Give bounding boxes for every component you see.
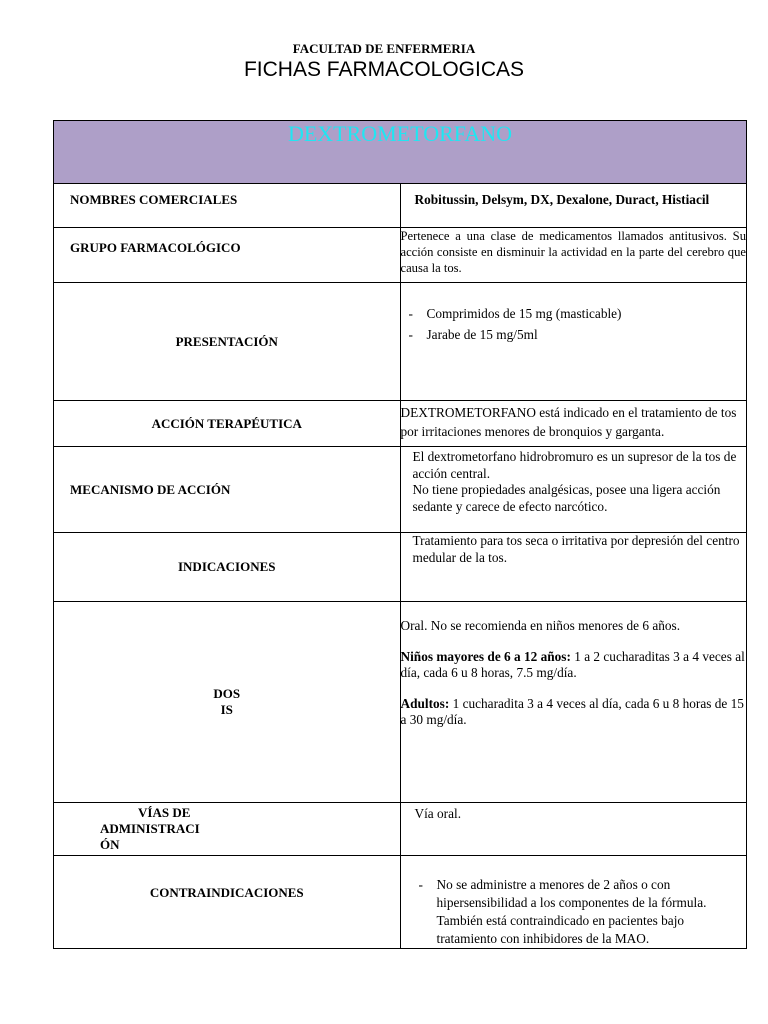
row-mecanismo-accion <box>54 447 747 533</box>
label-nombres-comerciales: NOMBRES COMERCIALES <box>54 184 401 228</box>
dosis-adultos-text: 1 cucharadita 3 a 4 veces al día, cada 6 u 8 horas de 15 a 30 mg/día. <box>400 695 744 727</box>
dosis-ninos-text: 1 a 2 cucharaditas 3 a 4 veces al día, cada 6 u 8 horas, 7.5 mg/día. <box>400 648 745 680</box>
row-dosis <box>54 602 747 803</box>
label-vias-line-1: VÍAS DE <box>138 805 191 820</box>
list-item: - No se administre a menores de 2 años o con hipersensibilidad a los componentes de la fórmula. También está contraindicado en pacientes bajo tratamiento con inhibidores de la MAO. <box>411 876 747 948</box>
list-item: - Jarabe de 15 mg/5ml <box>401 324 747 345</box>
value-grupo-farmacologico: Pertenece a una clase de medicamentos llamados antitusivos. Su acción consiste en disminuir la actividad en la parte del cerebro que causa la tos. <box>400 228 747 283</box>
label-dosis-line-1: DOS <box>213 686 241 701</box>
dosis-ninos <box>401 649 747 682</box>
value-vias-administracion: Vía oral. <box>400 803 747 856</box>
label-vias-administracion <box>54 803 401 856</box>
value-accion-terapeutica: DEXTROMETORFANO está indicado en el tratamiento de tos por irritaciones menores de bronquios y garganta. <box>400 401 747 447</box>
row-indicaciones <box>54 533 747 602</box>
row-nombres-comerciales <box>54 184 747 228</box>
dosis-adultos <box>401 696 747 729</box>
value-mecanismo-accion <box>400 447 747 533</box>
label-presentacion: PRESENTACIÓN <box>54 283 401 401</box>
presentation-list <box>401 303 747 345</box>
dosis-adultos-label: Adultos: <box>400 695 450 711</box>
dosis-ninos-label: Niños mayores de 6 a 12 años: <box>400 648 571 664</box>
faculty-name: FACULTAD DE ENFERMERIA <box>292 41 476 56</box>
value-dosis <box>400 602 747 803</box>
value-presentacion <box>400 283 747 401</box>
label-vias-line-2: ADMINISTRACI <box>100 821 200 836</box>
value-nombres-comerciales: Robitussin, Delsym, DX, Dexalone, Duract, Histiacil <box>400 184 747 228</box>
mechanism-line-1: El dextrometorfano hidrobromuro es un supresor de la tos de acción central. <box>412 449 737 481</box>
row-vias-administracion <box>54 803 747 856</box>
label-mecanismo-accion: MECANISMO DE ACCIÓN <box>54 447 401 533</box>
row-contraindicaciones <box>54 856 747 949</box>
label-dosis <box>54 602 401 803</box>
label-accion-terapeutica: ACCIÓN TERAPÉUTICA <box>54 401 401 447</box>
label-indicaciones: INDICACIONES <box>54 533 401 602</box>
value-contraindicaciones <box>400 856 747 949</box>
value-indicaciones: Tratamiento para tos seca o irritativa por depresión del centro medular de la tos. <box>400 533 747 602</box>
drug-name: DEXTROMETORFANO <box>54 121 747 184</box>
document-title: FICHAS FARMACOLOGICAS <box>243 58 525 81</box>
row-presentacion <box>54 283 747 401</box>
dosis-intro: Oral. No se recomienda en niños menores de 6 años. <box>400 618 681 633</box>
row-grupo-farmacologico <box>54 228 747 283</box>
label-dosis-line-2: IS <box>220 702 233 717</box>
mechanism-line-2: No tiene propiedades analgésicas, posee una ligera acción sedante y carece de efecto narcótico. <box>412 482 721 514</box>
contraindications-list <box>401 876 747 948</box>
label-contraindicaciones: CONTRAINDICACIONES <box>54 856 401 949</box>
label-grupo-farmacologico: GRUPO FARMACOLÓGICO <box>54 228 401 283</box>
drug-sheet-table <box>53 120 747 949</box>
list-item: - Comprimidos de 15 mg (masticable) <box>401 303 747 324</box>
label-vias-line-3: ÓN <box>100 837 120 852</box>
row-accion-terapeutica <box>54 401 747 447</box>
drug-header-row <box>54 121 747 184</box>
